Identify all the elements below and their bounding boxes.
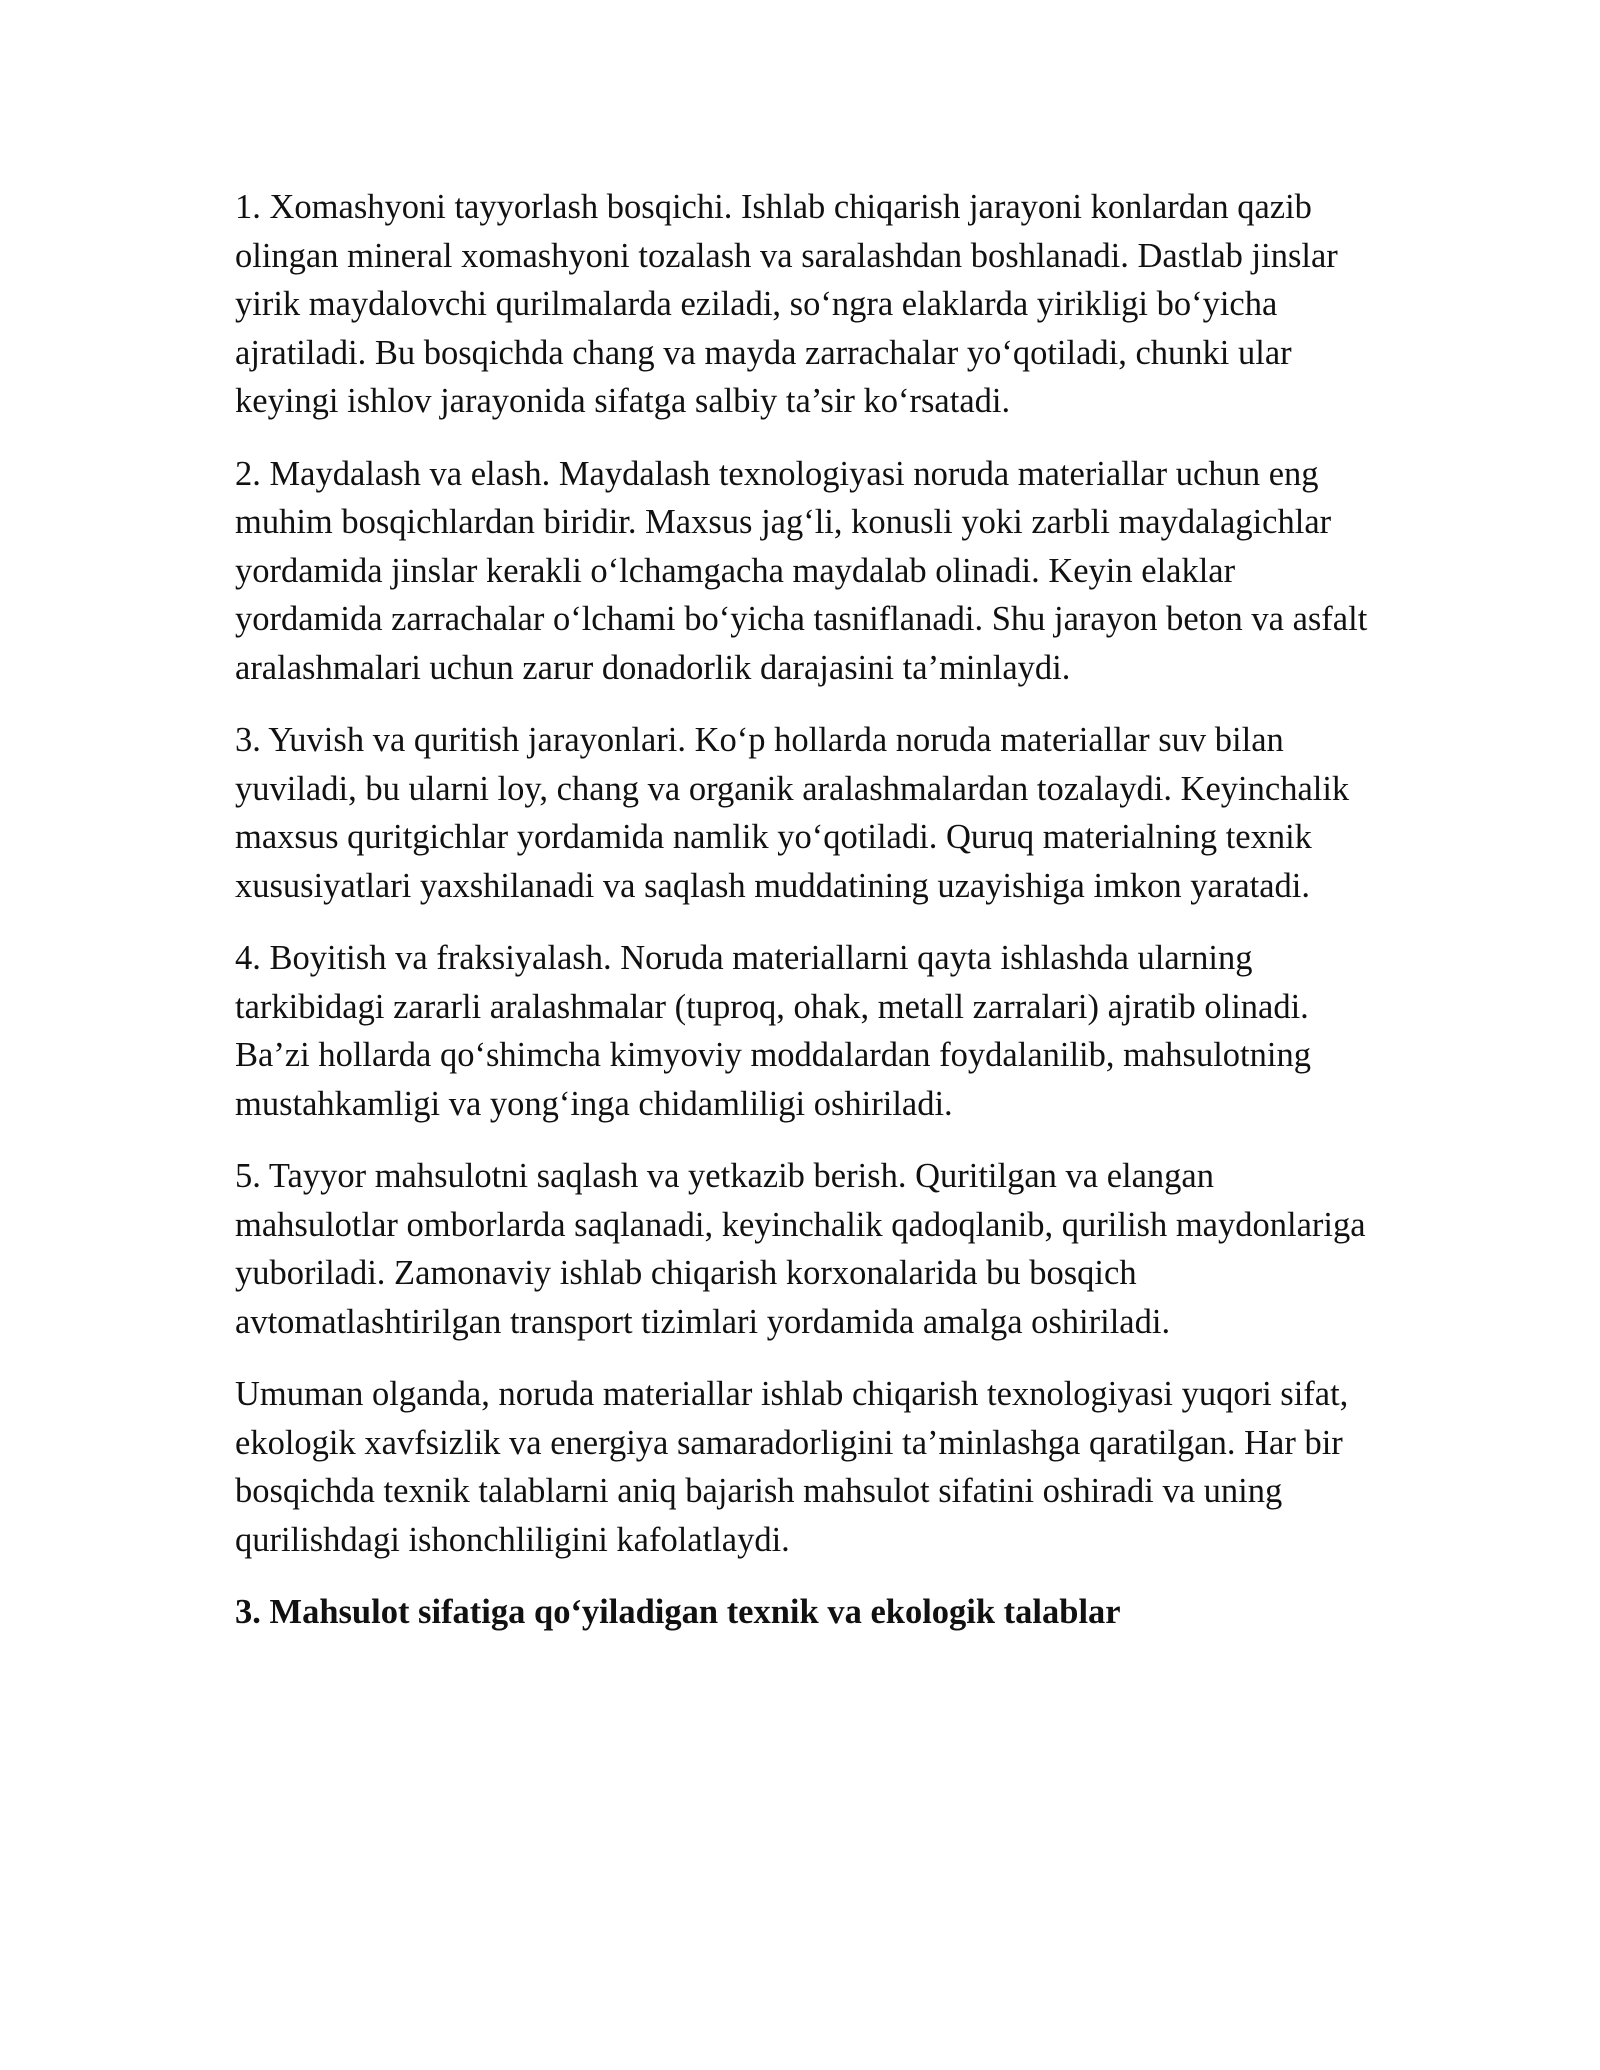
document-page — [235, 183, 1375, 1637]
paragraph-step-3: 3. Yuvish va quritish jarayonlari. Ko‘p hollarda noruda materiallar suv bilan yuviladi, bu ularni loy, chang va organik aralashmalardan tozalaydi. Keyinchalik maxsus quritgichlar yordamida namlik yo‘qotiladi. Quruq materialning texnik xususiyatlari yaxshilanadi va saqlash muddatining uzayishiga imkon yaratadi. — [235, 721, 1350, 905]
section-heading: 3. Mahsulot sifatiga qo‘yiladigan texnik va ekologik talablar — [235, 1593, 1121, 1631]
paragraph-step-5: 5. Tayyor mahsulotni saqlash va yetkazib berish. Quritilgan va elangan mahsulotlar omborlarda saqlanadi, keyinchalik qadoqlanib, qurilish maydonlariga yuboriladi. Zamonaviy ishlab chiqarish korxonalarida bu bosqich avtomatlashtirilgan transport tizimlari yordamida amalga oshiriladi. — [235, 1157, 1366, 1341]
paragraph-summary: Umuman olganda, noruda materiallar ishlab chiqarish texnologiyasi yuqori sifat, ekologik xavfsizlik va energiya samaradorligini ta’minlashga qaratilgan. Har bir bosqichda texnik talablarni aniq bajarish mahsulot sifatini oshiradi va uning qurilishdagi ishonchliligini kafolatlaydi. — [235, 1375, 1349, 1559]
paragraph-step-2: 2. Maydalash va elash. Maydalash texnologiyasi noruda materiallar uchun eng muhim bosqichlardan biridir. Maxsus jag‘li, konusli yoki zarbli maydalagichlar yordamida jinslar kerakli o‘lchamgacha maydalab olinadi. Keyin elaklar yordamida zarrachalar o‘lchami bo‘yicha tasniflanadi. Shu jarayon beton va asfalt aralashmalari uchun zarur donadorlik darajasini ta’minlaydi. — [235, 454, 1368, 687]
paragraph-step-4: 4. Boyitish va fraksiyalash. Noruda materiallarni qayta ishlashda ularning tarkibidagi zararli aralashmalar (tuproq, ohak, metall zarralari) ajratib olinadi. Ba’zi hollarda qo‘shimcha kimyoviy moddalardan foydalanilib, mahsulotning mustahkamligi va yong‘inga chidamliligi oshiriladi. — [235, 939, 1311, 1123]
paragraph-step-1: 1. Xomashyoni tayyorlash bosqichi. Ishlab chiqarish jarayoni konlardan qazib olingan mineral xomashyoni tozalash va saralashdan boshlanadi. Dastlab jinslar yirik maydalovchi qurilmalarda eziladi, so‘ngra elaklarda yirikligi bo‘yicha ajratiladi. Bu bosqichda chang va mayda zarrachalar yo‘qotiladi, chunki ular keyingi ishlov jarayonida sifatga salbiy ta’sir ko‘rsatadi. — [235, 188, 1338, 420]
